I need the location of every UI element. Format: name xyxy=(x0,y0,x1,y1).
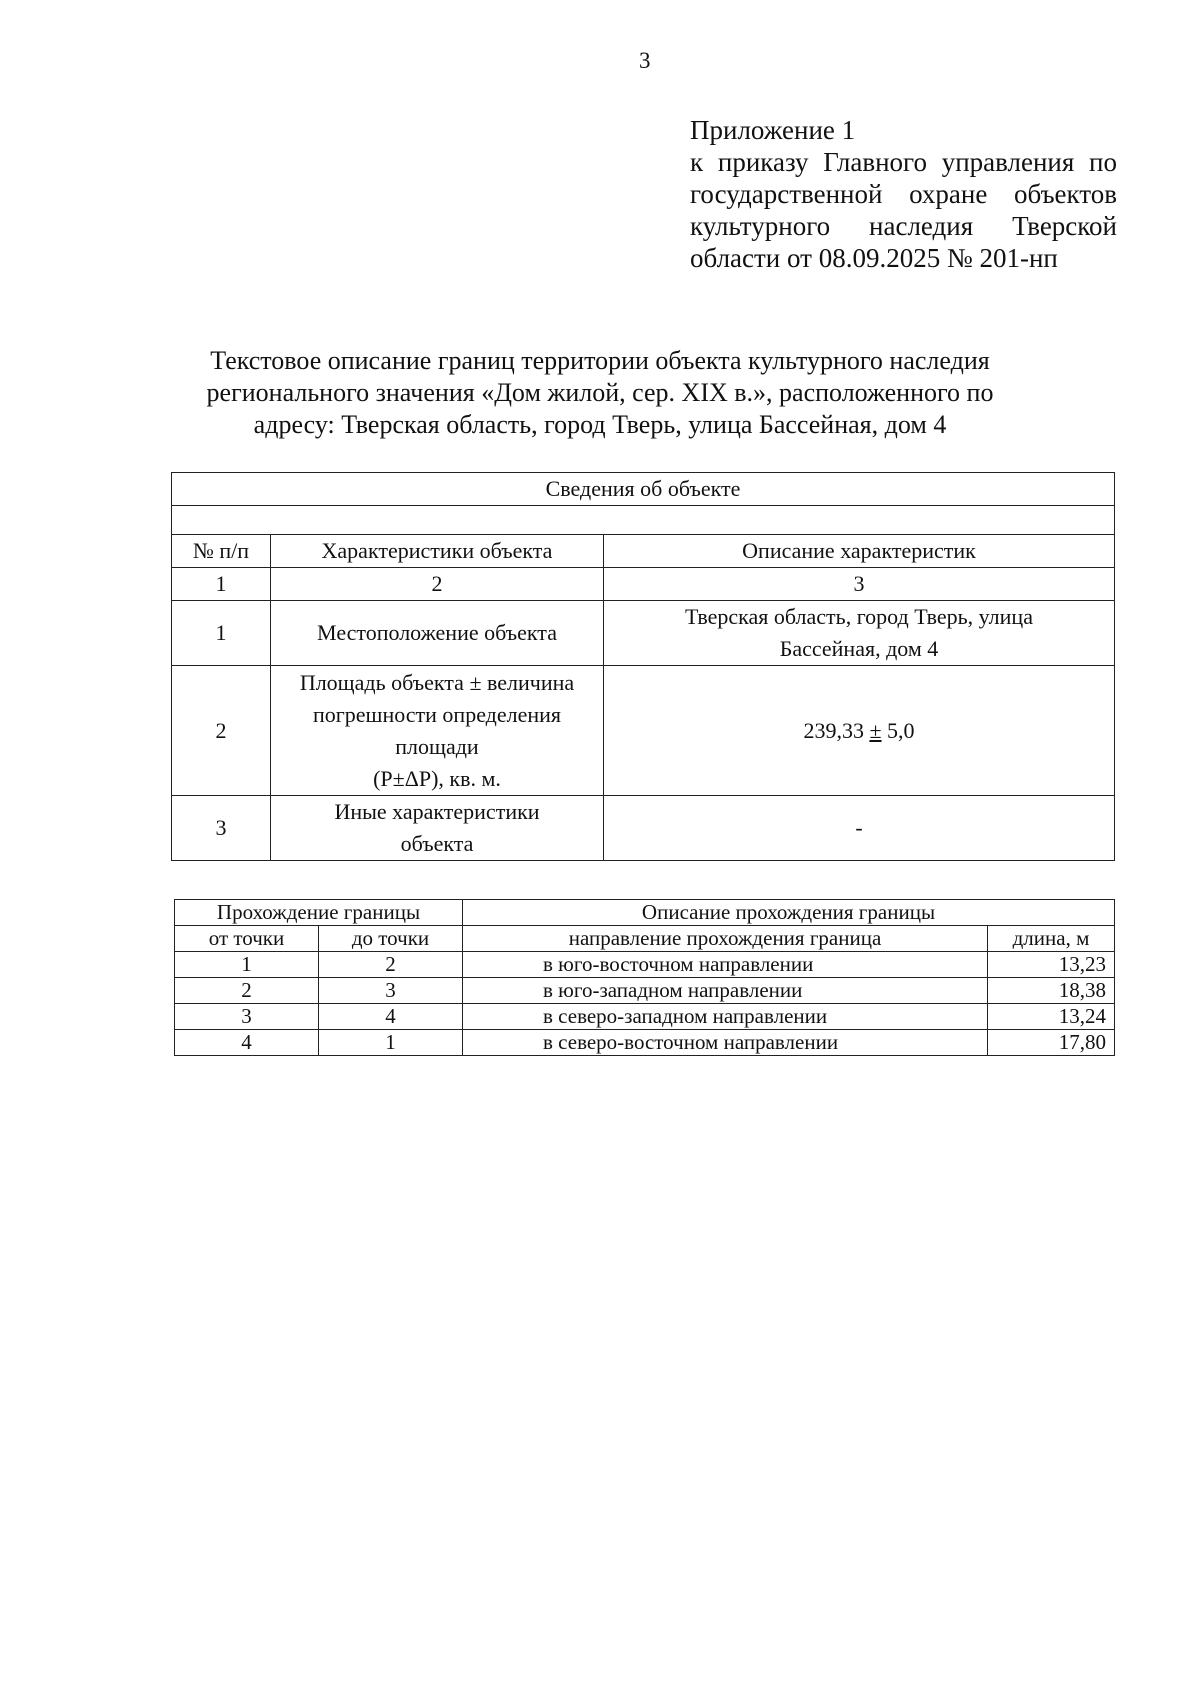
name-line: Площадь объекта ± величина xyxy=(299,669,575,695)
direction: в юго-западном направлении xyxy=(463,978,988,1004)
characteristic-name xyxy=(271,666,604,796)
column-header: направление прохождения граница xyxy=(463,926,988,952)
to-point: 4 xyxy=(319,1004,463,1030)
from-point: 2 xyxy=(175,978,319,1004)
table-row xyxy=(175,1004,1115,1030)
direction: в северо-восточном направлении xyxy=(463,1030,988,1056)
plus-minus-sign: ± xyxy=(869,717,882,743)
row-number: 1 xyxy=(172,601,271,666)
name-line: площади xyxy=(395,733,479,759)
column-number: 3 xyxy=(604,568,1115,601)
column-header: от точки xyxy=(175,926,319,952)
column-number: 1 xyxy=(172,568,271,601)
name-line: погрешности определения xyxy=(312,701,562,727)
table-row xyxy=(172,568,1115,601)
length: 13,23 xyxy=(988,952,1115,978)
row-number: 3 xyxy=(172,796,271,861)
length: 17,80 xyxy=(988,1030,1115,1056)
characteristic-name xyxy=(271,796,604,861)
name-line: (Р±ΔР), кв. м. xyxy=(373,765,501,791)
table-row xyxy=(175,978,1115,1004)
from-point: 1 xyxy=(175,952,319,978)
title-line: адресу: Тверская область, город Тверь, улица Бассейная, дом 4 xyxy=(253,410,947,439)
column-header: Характеристики объекта xyxy=(271,535,604,568)
direction: в северо-западном направлении xyxy=(463,1004,988,1030)
name-line: Иные характеристики xyxy=(334,799,540,824)
column-header: до точки xyxy=(319,926,463,952)
document-title xyxy=(150,345,1050,441)
appendix-line: Приложение 1 xyxy=(690,115,856,145)
object-info-table xyxy=(171,472,1115,861)
table-row xyxy=(172,535,1115,568)
table-row xyxy=(175,900,1115,926)
column-header: Описание характеристик xyxy=(604,535,1115,568)
length: 18,38 xyxy=(988,978,1115,1004)
to-point: 3 xyxy=(319,978,463,1004)
appendix-line: государственной охране объектов xyxy=(690,179,1117,209)
area-value: 239,33 xyxy=(803,717,864,743)
direction: в юго-восточном направлении xyxy=(463,952,988,978)
area-error: 5,0 xyxy=(887,717,915,743)
to-point: 1 xyxy=(319,1030,463,1056)
description-line: Бассейная, дом 4 xyxy=(779,636,939,661)
title-line: Текстовое описание границ территории объекта культурного наследия xyxy=(210,346,990,375)
table-row xyxy=(175,926,1115,952)
group-header: Описание прохождения границы xyxy=(463,900,1115,926)
table-row xyxy=(172,666,1115,796)
table-row xyxy=(172,506,1115,535)
appendix-line: области от 08.09.2025 № 201-нп xyxy=(690,243,1058,273)
appendix-block xyxy=(690,114,1117,274)
column-header: длина, м xyxy=(988,926,1115,952)
from-point: 3 xyxy=(175,1004,319,1030)
table-row xyxy=(175,952,1115,978)
from-point: 4 xyxy=(175,1030,319,1056)
table-row xyxy=(172,601,1115,666)
appendix-line: культурного наследия Тверской xyxy=(690,211,1117,241)
table-row xyxy=(175,1030,1115,1056)
appendix-line: к приказу Главного управления по xyxy=(690,147,1117,177)
empty-row xyxy=(172,506,1115,535)
column-header: № п/п xyxy=(172,535,271,568)
characteristic-description xyxy=(604,601,1115,666)
boundary-table xyxy=(174,899,1115,1056)
to-point: 2 xyxy=(319,952,463,978)
table-row xyxy=(172,473,1115,506)
description-line: Тверская область, город Тверь, улица xyxy=(685,604,1033,629)
name-line: объекта xyxy=(400,831,474,856)
characteristic-description xyxy=(604,666,1115,796)
column-number: 2 xyxy=(271,568,604,601)
row-number: 2 xyxy=(172,666,271,796)
table-caption: Сведения об объекте xyxy=(172,473,1115,506)
characteristic-name: Местоположение объекта xyxy=(271,601,604,666)
characteristic-description: - xyxy=(604,796,1115,861)
page-number: 3 xyxy=(639,48,651,73)
length: 13,24 xyxy=(988,1004,1115,1030)
table-row xyxy=(172,796,1115,861)
group-header: Прохождение границы xyxy=(175,900,463,926)
title-line: регионального значения «Дом жилой, сер. XIX в.», расположенного по xyxy=(206,378,994,407)
